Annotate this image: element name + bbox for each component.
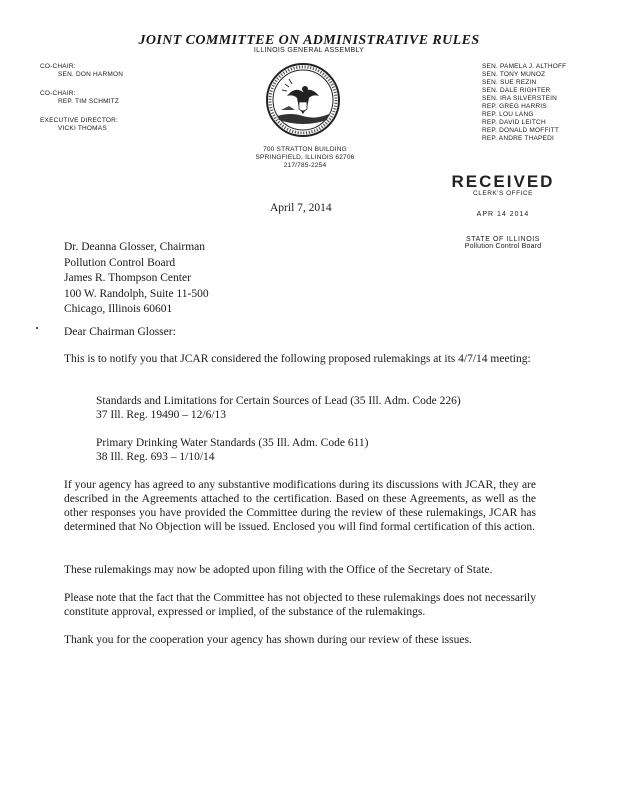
addressee-line: 100 W. Randolph, Suite 11-500 [64,287,209,300]
intro-paragraph: This is to notify you that JCAR considered the following proposed rulemakings at its 4/7/14 meeting: [64,353,531,365]
address-line: SPRINGFIELD, ILLINOIS 62706 [255,154,355,161]
member-name: SEN. IRA SILVERSTEIN [482,95,558,102]
stamp-state: STATE OF ILLINOIS [465,236,541,243]
addressee-line: Pollution Control Board [64,256,176,269]
member-name: REP. DONALD MOFFITT [482,127,559,134]
executive-director [40,117,180,133]
addressee-line: Chicago, Illinois 60601 [64,303,173,315]
rulemaking-citation: 37 Ill. Reg. 19490 – 12/6/13 [96,409,227,421]
stamp-date: APR 14 2014 [476,211,530,218]
salutation: Dear Chairman Glosser: [64,326,176,338]
rulemaking-citation: 38 Ill. Reg. 693 – 1/10/14 [96,451,215,463]
letterhead-title: JOINT COMMITTEE ON ADMINISTRATIVE RULES [138,33,480,48]
member-name: SEN. DALE RIGHTER [482,87,551,94]
address-line: 700 STRATTON BUILDING [263,146,347,153]
rulemaking-item [96,436,368,464]
co-chair-house [40,90,180,106]
member-name: REP. DAVID LEITCH [482,119,546,126]
officer-name: VICKI THOMAS [58,125,107,132]
committee-address [250,146,360,170]
illinois-seal-icon [265,62,341,138]
letter-date: April 7, 2014 [270,202,332,214]
note-paragraph: Please note that the fact that the Committee has not objected to these rulemakings does not necessarily constitute approval, expressed or implied, of the substance of the rulemakings. [64,592,536,618]
rulemaking-title: Primary Drinking Water Standards (35 Ill. Adm. Code 611) [96,437,369,449]
stamp-word: RECEIVED [451,172,555,191]
officer-role: CO-CHAIR: [40,90,76,97]
stamp-office: CLERK'S OFFICE [473,190,533,197]
officer-role: EXECUTIVE DIRECTOR: [40,117,119,124]
member-name: REP. GREG HARRIS [482,103,547,110]
committee-members [482,63,592,143]
agreements-paragraph: If your agency has agreed to any substantive modifications during its discussions with JCAR, they are described in the Agreements attached to the certification. Based on these Agreements, as well as the other responses you have provided the Committee during the review of these rulemakings, JCAR has determined that No Objection will be issued. Enclosed you will find formal certification of this action. [64,479,536,533]
stamp-board: Pollution Control Board [464,243,542,250]
received-stamp [438,172,568,250]
addressee-line: Dr. Deanna Glosser, Chairman [64,241,206,253]
member-name: SEN. PAMELA J. ALTHOFF [482,63,567,70]
member-name: REP. ANDRE THAPEDI [482,135,554,142]
addressee-line: James R. Thompson Center [64,272,191,284]
margin-mark [36,327,38,329]
officer-role: CO-CHAIR: [40,63,76,70]
member-name: SEN. SUE REZIN [482,79,537,86]
co-chair-senate [40,63,180,79]
left-officers [40,63,180,144]
address-line: 217/785-2254 [283,162,327,169]
letterhead-subtitle: ILLINOIS GENERAL ASSEMBLY [253,47,365,54]
thanks-paragraph: Thank you for the cooperation your agency has shown during our review of these issues. [64,634,472,646]
addressee-block [64,240,209,318]
rulemaking-title: Standards and Limitations for Certain Sources of Lead (35 Ill. Adm. Code 226) [96,395,461,407]
member-name: SEN. TONY MUNOZ [482,71,546,78]
officer-name: SEN. DON HARMON [58,71,124,78]
adoption-paragraph: These rulemakings may now be adopted upon filing with the Office of the Secretary of State. [64,564,493,576]
member-name: REP. LOU LANG [482,111,534,118]
rulemaking-item [96,394,461,422]
officer-name: REP. TIM SCHMITZ [58,98,120,105]
